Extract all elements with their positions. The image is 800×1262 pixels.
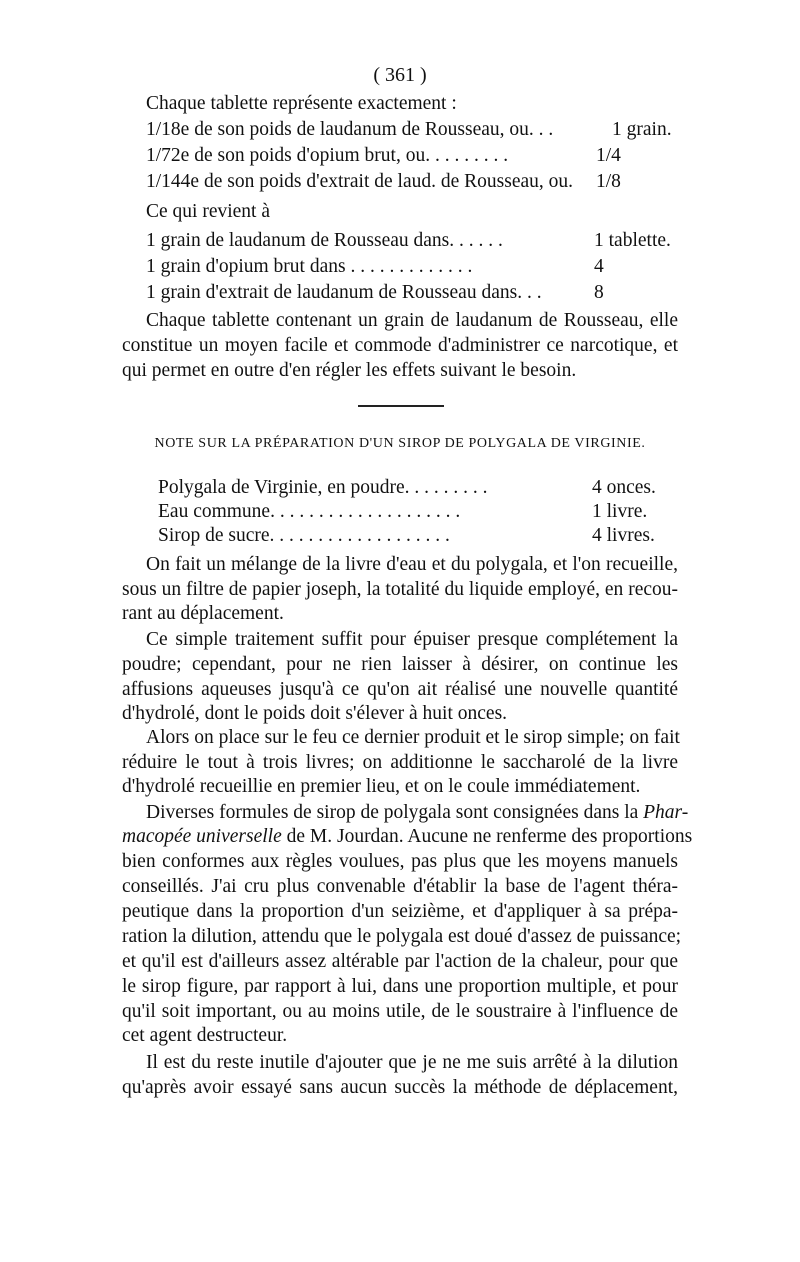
dose-line: 1/72e de son poids d'opium brut, ou. . . . . . . . . (146, 145, 509, 166)
equiv-value: 8 (594, 282, 604, 303)
dose-line: 1/18e de son poids de laudanum de Rousseau, ou. . . (146, 119, 554, 140)
text-line: qui permet en outre d'en régler les effets suivant le besoin. (122, 360, 577, 381)
text-line: affusions aqueuses jusqu'à ce qu'on ait réalisé une nouvelle quantité (122, 679, 678, 700)
recipe-item: Polygala de Virginie, en poudre. . . . . . . . . (158, 477, 488, 498)
text-line: réduire le tout à trois livres; on additionne le saccharolé de la livre (122, 752, 678, 773)
recipe-qty: 4 livres. (592, 525, 655, 546)
text-line: sous un filtre de papier joseph, la totalité du liquide employé, en recou- (122, 579, 678, 600)
recipe-qty: 1 livre. (592, 501, 648, 522)
dose-value: 1/4 (596, 145, 621, 166)
equiv-value: 4 (594, 256, 604, 277)
text-line: constitue un moyen facile et commode d'administrer ce narcotique, et (122, 335, 678, 356)
text-line: le sirop figure, par rapport à lui, dans une proportion multiple, et pour (122, 976, 678, 997)
text-line: peutique dans la proportion d'un seizième, et d'appliquer à sa prépa- (122, 901, 678, 922)
text-line: conseillés. J'ai cru plus convenable d'établir la base de l'agent théra- (122, 876, 678, 897)
text-line: qu'il soit important, ou au moins utile, de le soustraire à l'influence de (122, 1001, 678, 1022)
recipe-item: Sirop de sucre. . . . . . . . . . . . . . . . . . . (158, 525, 450, 546)
page-number: ( 361 ) (373, 64, 427, 86)
text-line: Il est du reste inutile d'ajouter que je ne me suis arrêté à la dilution (146, 1052, 678, 1073)
recipe-item: Eau commune. . . . . . . . . . . . . . . . . . . . (158, 501, 461, 522)
dose-value: 1 grain. (612, 119, 672, 140)
intro-line: Chaque tablette représente exactement : (146, 93, 457, 114)
text-line: rant au déplacement. (122, 603, 284, 624)
text-line: Alors on place sur le feu ce dernier produit et le sirop simple; on fait (146, 727, 680, 748)
dose-line: 1/144e de son poids d'extrait de laud. de Rousseau, ou. (146, 171, 574, 192)
text-line: poudre; cependant, pour ne rien laisser à désirer, on continue les (122, 654, 678, 675)
text-span: de M. Jourdan. Aucune ne renferme des proportions (286, 826, 693, 847)
text-line: et qu'il est d'ailleurs assez altérable par l'action de la chaleur, pour que (122, 951, 678, 972)
text-line: On fait un mélange de la livre d'eau et du polygala, et l'on recueille, (146, 554, 678, 575)
equiv-value: 1 tablette. (594, 230, 671, 251)
text-line (146, 801, 688, 825)
recipe-qty: 4 onces. (592, 477, 656, 498)
italic-span: Phar- (643, 802, 689, 823)
equiv-line: 1 grain d'opium brut dans . . . . . . . . . . . . . (146, 256, 473, 277)
text-line: bien conformes aux règles voulues, pas plus que les moyens manuels (122, 851, 678, 872)
text-line (122, 825, 692, 849)
equiv-intro: Ce qui revient à (146, 201, 270, 222)
section-title: NOTE SUR LA PRÉPARATION D'UN SIROP DE POLYGALA DE VIRGINIE. (154, 436, 646, 451)
text-line: d'hydrolé, dont le poids doit s'élever à huit onces. (122, 703, 508, 724)
text-line: qu'après avoir essayé sans aucun succès la méthode de déplacement, (122, 1077, 678, 1098)
text-span: Diverses formules de sirop de polygala sont consignées dans la (146, 802, 639, 823)
dose-value: 1/8 (596, 171, 621, 192)
section-rule (358, 405, 444, 407)
equiv-line: 1 grain d'extrait de laudanum de Rousseau dans. . . (146, 282, 542, 303)
text-line: Ce simple traitement suffit pour épuiser presque complétement la (146, 629, 678, 650)
italic-span: macopée universelle (122, 826, 282, 847)
equiv-line: 1 grain de laudanum de Rousseau dans. . . . . . (146, 230, 503, 251)
text-line: d'hydrolé recueillie en premier lieu, et on le coule immédiatement. (122, 776, 641, 797)
text-line: Chaque tablette contenant un grain de laudanum de Rousseau, elle (146, 310, 678, 331)
text-line: cet agent destructeur. (122, 1025, 288, 1046)
text-line: ration la dilution, attendu que le polygala est doué d'assez de puissance; (122, 926, 682, 947)
